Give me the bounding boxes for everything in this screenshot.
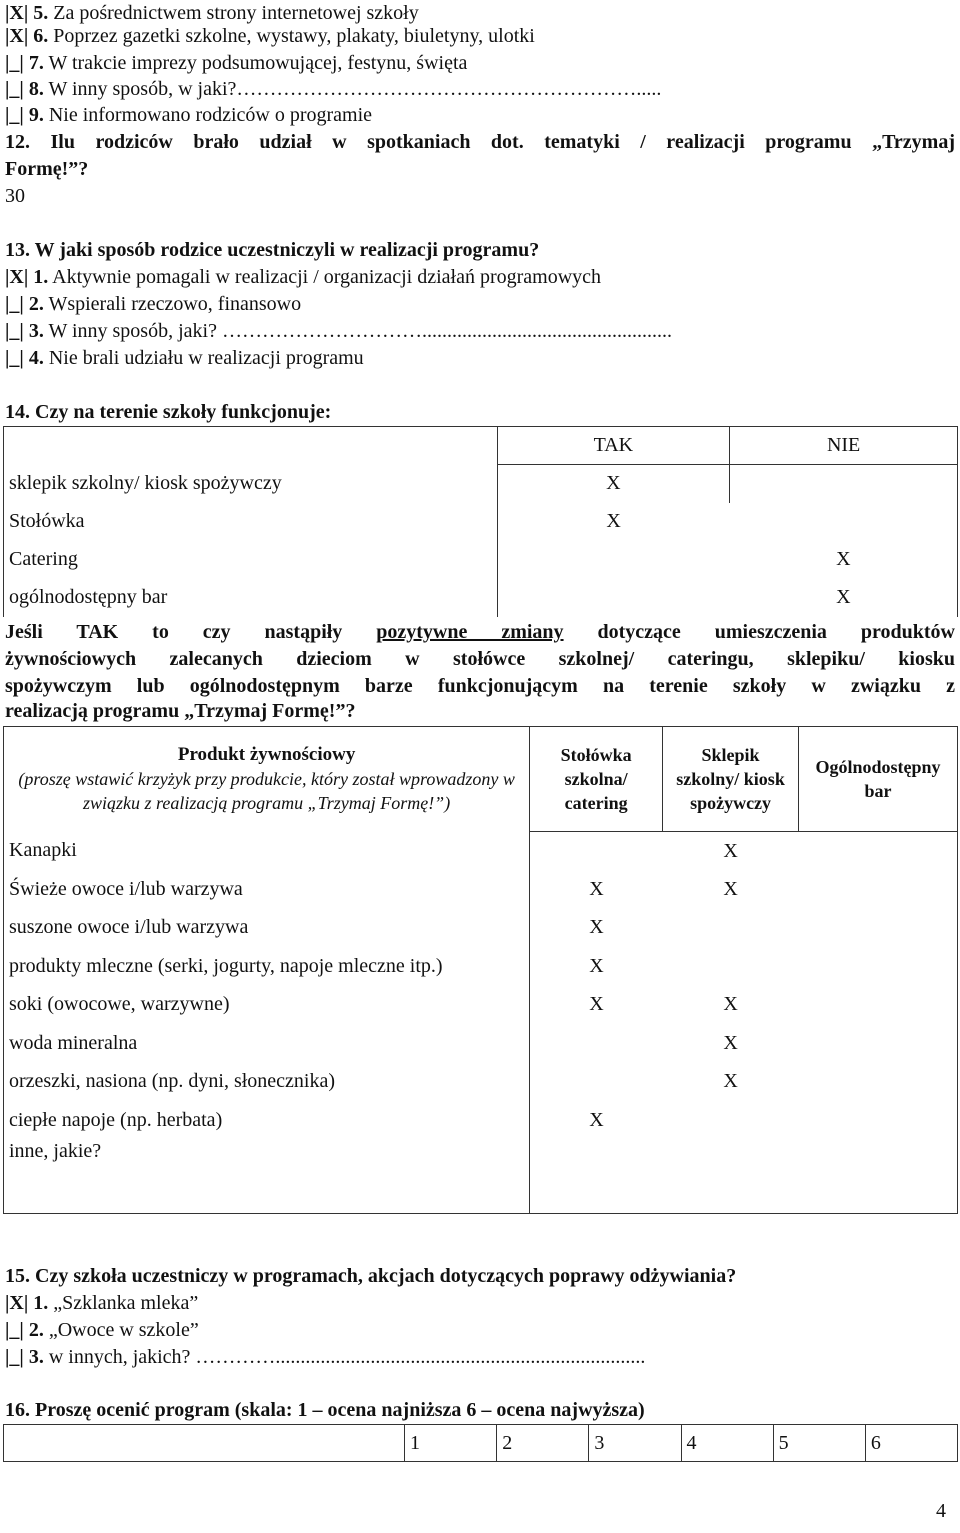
product-mark: X xyxy=(530,909,663,948)
rating-row xyxy=(4,1425,958,1462)
q15-option-2: |_| 2. „Owoce w szkole” xyxy=(5,1319,199,1341)
q15-option-3: |_| 3. w innych, jakich? ………….......................................................................... xyxy=(5,1346,646,1368)
product-mark xyxy=(799,947,958,986)
page-number: 4 xyxy=(936,1500,946,1522)
table-row xyxy=(4,503,958,541)
rating-option-1[interactable]: 1 xyxy=(405,1425,497,1462)
product-label: Świeże owoce i/lub warzywa xyxy=(4,870,530,909)
product-label: produkty mleczne (serki, jogurty, napoje mleczne itp.) xyxy=(4,947,530,986)
q11-option-7: |_| 7. W trakcie imprezy podsumowującej, festynu, święta xyxy=(5,52,468,74)
q14-followup-line3: spożywczym lub ogólnodostępnym barze funkcjonującym na terenie szkoły w związku z xyxy=(5,675,955,697)
table-row xyxy=(4,1101,958,1140)
product-mark xyxy=(663,1101,799,1140)
q13-question: 13. W jaki sposób rodzice uczestniczyli w realizacji programu? xyxy=(5,239,540,261)
column-shop: Sklepik szkolny/ kiosk spożywczy xyxy=(663,727,799,832)
products-header xyxy=(4,727,530,832)
product-mark xyxy=(799,1140,958,1214)
product-label: suszone owoce i/lub warzywa xyxy=(4,909,530,948)
product-mark: X xyxy=(530,1101,663,1140)
q14-question: 14. Czy na terenie szkoły funkcjonuje: xyxy=(5,401,332,423)
q14-followup-line4: realizacją programu „Trzymaj Formę!”? xyxy=(5,700,356,722)
facility-no: X xyxy=(730,579,958,617)
products-header-note: (proszę wstawić krzyżyk przy produkcie, który został wprowadzony w związku z realizacją programu „Trzymaj Formę!”) xyxy=(18,769,515,814)
table-row xyxy=(4,870,958,909)
product-label: ciepłe napoje (np. herbata) xyxy=(4,1101,530,1140)
table-row xyxy=(4,541,958,579)
table-row xyxy=(4,832,958,871)
product-mark xyxy=(663,947,799,986)
products-header-row xyxy=(4,727,958,832)
q13-option-4: |_| 4. Nie brali udziału w realizacji programu xyxy=(5,347,364,369)
product-label: orzeszki, nasiona (np. dyni, słonecznika) xyxy=(4,1063,530,1102)
product-mark xyxy=(799,909,958,948)
q16-question: 16. Proszę ocenić program (skala: 1 – ocena najniższa 6 – ocena najwyższa) xyxy=(5,1399,645,1421)
q11-option-5: |X| 5. Za pośrednictwem strony internetowej szkoły xyxy=(5,2,419,24)
table-row xyxy=(4,1063,958,1102)
product-mark xyxy=(799,986,958,1025)
facility-no xyxy=(730,503,958,541)
product-label: inne, jakie? xyxy=(4,1140,530,1214)
q12-answer: 30 xyxy=(5,185,25,207)
product-label: woda mineralna xyxy=(4,1024,530,1063)
product-mark xyxy=(530,832,663,871)
facility-yes: X xyxy=(606,510,621,532)
q13-option-3: |_| 3. W inny sposób, jaki? ………………………….................................................. xyxy=(5,320,672,342)
rating-option-3[interactable]: 3 xyxy=(589,1425,681,1462)
q13-option-2: |_| 2. Wspierali rzeczowo, finansowo xyxy=(5,293,302,315)
q12-question-line1: 12. Ilu rodziców brało udział w spotkaniach dot. tematyki / realizacji programu „Trzymaj xyxy=(5,131,955,153)
product-mark xyxy=(663,909,799,948)
q14-facilities-table xyxy=(3,426,958,617)
facility-no: X xyxy=(730,541,958,579)
product-mark: X xyxy=(723,839,738,862)
rating-blank-cell xyxy=(4,1425,405,1462)
facility-label: ogólnodostępny bar xyxy=(4,579,498,617)
products-rows xyxy=(4,832,958,1214)
table-row xyxy=(4,465,958,503)
rating-option-4[interactable]: 4 xyxy=(681,1425,773,1462)
product-mark: X xyxy=(723,1031,738,1054)
rating-option-5[interactable]: 5 xyxy=(773,1425,865,1462)
product-mark xyxy=(530,1140,663,1214)
q14-header-no: NIE xyxy=(730,427,958,465)
table-row xyxy=(4,579,958,617)
table-row xyxy=(4,1024,958,1063)
product-mark: X xyxy=(530,870,663,909)
q14-header-yes: TAK xyxy=(497,427,730,465)
product-mark xyxy=(799,1101,958,1140)
facility-label: sklepik szkolny/ kiosk spożywczy xyxy=(4,465,498,503)
product-label: Kanapki xyxy=(4,832,530,871)
product-label: soki (owocowe, warzywne) xyxy=(4,986,530,1025)
product-mark xyxy=(799,832,958,871)
q14-header-row xyxy=(4,427,958,465)
q12-question-line2: Formę!”? xyxy=(5,158,89,180)
q15-question: 15. Czy szkoła uczestniczy w programach, akcjach dotyczących poprawy odżywiania? xyxy=(5,1265,737,1287)
table-row xyxy=(4,1140,958,1214)
product-mark: X xyxy=(530,986,663,1025)
q14-products-table xyxy=(3,726,958,1214)
facility-no xyxy=(730,465,958,503)
rating-option-6[interactable]: 6 xyxy=(865,1425,957,1462)
column-bar: Ogólnodostępny bar xyxy=(799,727,958,832)
facility-label: Stołówka xyxy=(4,503,498,541)
facility-yes xyxy=(497,541,730,579)
products-header-title: Produkt żywnościowy xyxy=(177,744,356,766)
product-mark: X xyxy=(530,947,663,986)
product-mark: X xyxy=(723,1070,738,1093)
q11-option-9: |_| 9. Nie informowano rodziców o programie xyxy=(5,104,373,126)
q14-followup-line2: żywnościowych zalecanych dzieciom w stołówce szkolnej/ cateringu, sklepiku/ kiosku xyxy=(5,648,955,670)
rating-option-2[interactable]: 2 xyxy=(497,1425,589,1462)
column-canteen: Stołówka szkolna/ catering xyxy=(530,727,663,832)
q15-option-1: |X| 1. „Szklanka mleka” xyxy=(5,1292,199,1314)
q14-followup-line1: Jeśli TAK to czy nastąpiły pozytywne zmiany dotyczące umieszczenia produktów xyxy=(5,621,956,643)
product-mark xyxy=(799,870,958,909)
facility-label: Catering xyxy=(4,541,498,579)
product-mark xyxy=(663,1140,799,1214)
facility-yes xyxy=(497,579,730,617)
table-row xyxy=(4,947,958,986)
q13-option-1: |X| 1. Aktywnie pomagali w realizacji / organizacji działań programowych xyxy=(5,266,602,288)
product-mark xyxy=(530,1063,663,1102)
product-mark xyxy=(799,1024,958,1063)
product-mark xyxy=(799,1063,958,1102)
table-row xyxy=(4,986,958,1025)
q11-option-6: |X| 6. Poprzez gazetki szkolne, wystawy, plakaty, biuletyny, ulotki xyxy=(5,25,535,47)
product-mark xyxy=(530,1024,663,1063)
facility-yes: X xyxy=(497,465,730,503)
product-mark: X xyxy=(723,877,738,900)
q11-option-8: |_| 8. W inny sposób, w jaki?……………………………………………………..... xyxy=(5,78,662,100)
product-mark: X xyxy=(723,993,738,1016)
q16-rating-table xyxy=(3,1424,958,1462)
table-row xyxy=(4,909,958,948)
